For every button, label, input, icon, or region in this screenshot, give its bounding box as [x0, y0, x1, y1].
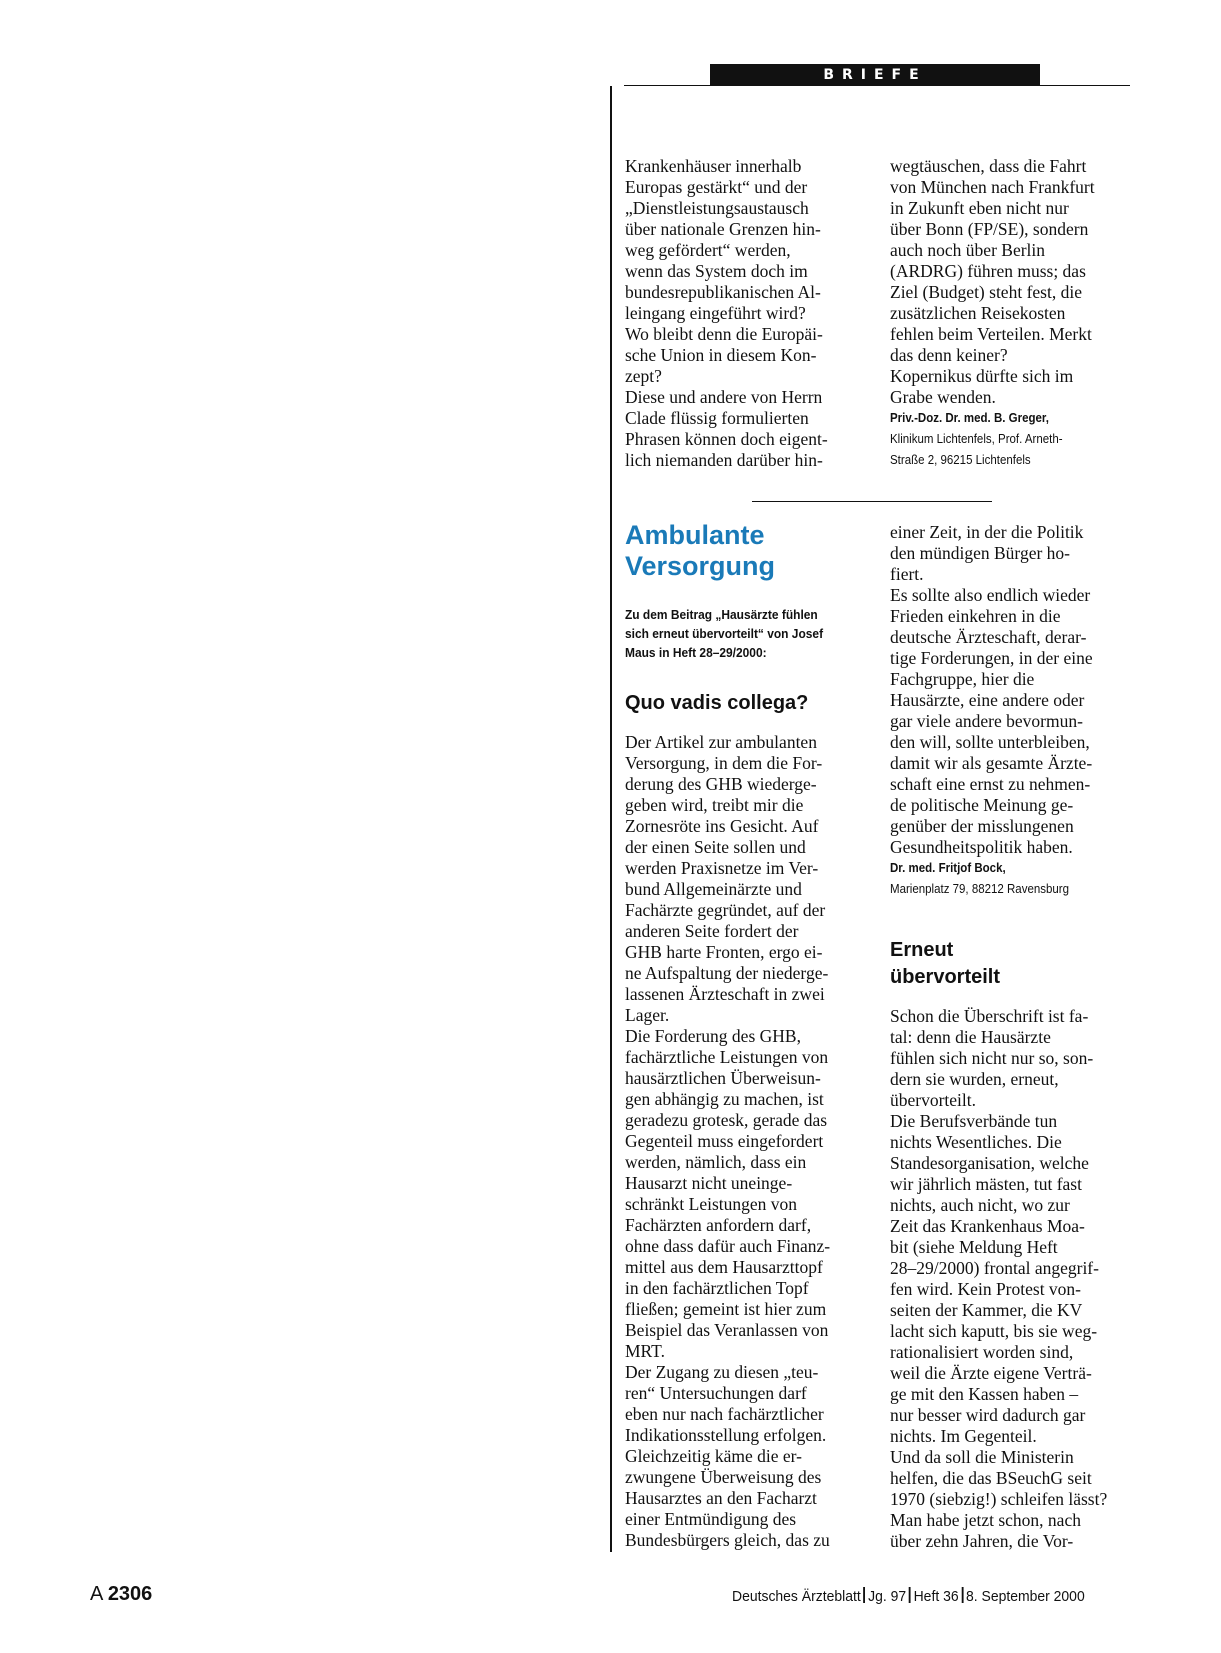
- body-text-line: auch noch über Berlin: [890, 240, 1046, 260]
- body-text-line: geben wird, treibt mir die: [625, 795, 804, 815]
- body-text-line: Krankenhäuser innerhalb: [625, 156, 802, 176]
- body-text-line: fließen; gemeint ist hier zum: [625, 1299, 827, 1319]
- body-text-line: lassenen Ärzteschaft in zwei: [625, 984, 825, 1004]
- body-text-line: damit wir als gesamte Ärzte-: [890, 753, 1093, 773]
- body-text-line: eben nur nach fachärztlicher: [625, 1404, 824, 1424]
- body-text-line: lich niemanden darüber hin-: [625, 450, 823, 470]
- body-text-line: mittel aus dem Hausarzttopf: [625, 1257, 823, 1277]
- body-text-line: weil die Ärzte eigene Verträ-: [890, 1363, 1092, 1383]
- body-text-line: über zehn Jahren, die Vor-: [890, 1531, 1074, 1551]
- body-text-line: von München nach Frankfurt: [890, 177, 1095, 197]
- headline-line-2: Versorgung: [625, 551, 776, 581]
- footer-separator: [864, 1587, 866, 1603]
- body-text-line: wenn das System doch im: [625, 261, 808, 281]
- letter2-column1: [625, 732, 875, 1551]
- journal-volume: Jg. 97: [868, 1588, 907, 1605]
- letter3-subhead-line-1: Erneut: [890, 939, 954, 961]
- letter2-column2: [890, 522, 1140, 900]
- body-text-line: über Bonn (FP/SE), sondern: [890, 219, 1089, 239]
- body-text-line: Zornesröte ins Gesicht. Auf: [625, 816, 819, 836]
- body-text-line: ge mit den Kassen haben –: [890, 1384, 1079, 1404]
- body-text-line: Clade flüssig formulierten: [625, 408, 809, 428]
- body-text-line: nichts. Im Gegenteil.: [890, 1426, 1037, 1446]
- body-text-line: anderen Seite fordert der: [625, 921, 799, 941]
- body-text-line: (ARDRG) führen muss; das: [890, 261, 1086, 281]
- article-headline: [625, 520, 885, 582]
- footer-separator: [961, 1587, 963, 1603]
- body-text-line: deutsche Ärzteschaft, derar-: [890, 627, 1087, 647]
- body-text-line: Kopernikus dürfte sich im: [890, 366, 1074, 386]
- body-text-line: fehlen beim Verteilen. Merkt: [890, 324, 1092, 344]
- letter2-signature-address-1: Marienplatz 79, 88212 Ravensburg: [890, 882, 1070, 896]
- body-text-line: nichts Wesentliches. Die: [890, 1132, 1062, 1152]
- letter3-column2: [890, 1006, 1140, 1552]
- body-text-line: zept?: [625, 366, 662, 386]
- body-text-line: den will, sollte unterbleiben,: [890, 732, 1090, 752]
- body-text-line: genüber der misslungenen: [890, 816, 1074, 836]
- body-text-line: schränkt Leistungen von: [625, 1194, 798, 1214]
- letter2-signature-name: Dr. med. Fritjof Bock,: [890, 861, 1006, 875]
- intro-line-2: sich erneut übervorteilt“ von Josef: [625, 626, 824, 641]
- body-text-line: Man habe jetzt schon, nach: [890, 1510, 1081, 1530]
- body-text-line: in den fachärztlichen Topf: [625, 1278, 809, 1298]
- body-text-line: Gesundheitspolitik haben.: [890, 837, 1073, 857]
- body-text-line: lacht sich kaputt, bis sie weg-: [890, 1321, 1098, 1341]
- body-text-line: bit (siehe Meldung Heft: [890, 1237, 1058, 1257]
- body-text-line: ren“ Untersuchungen darf: [625, 1383, 807, 1403]
- body-text-line: nichts, auch nicht, wo zur: [890, 1195, 1070, 1215]
- body-text-line: bund Allgemeinärzte und: [625, 879, 802, 899]
- body-text-line: Bundesbürgers gleich, das zu: [625, 1530, 830, 1550]
- body-text-line: Fachgruppe, hier die: [890, 669, 1035, 689]
- body-text-line: fühlen sich nicht nur so, son-: [890, 1048, 1094, 1068]
- body-text-line: Schon die Überschrift ist fa-: [890, 1006, 1089, 1026]
- body-text-line: nur besser wird dadurch gar: [890, 1405, 1086, 1425]
- body-text-line: einer Zeit, in der die Politik: [890, 522, 1084, 542]
- body-text-line: fachärztliche Leistungen von: [625, 1047, 829, 1067]
- letter-divider: [752, 501, 992, 502]
- body-text-line: Europas gestärkt“ und der: [625, 177, 808, 197]
- body-text-line: Diese und andere von Herrn: [625, 387, 823, 407]
- body-text-line: Grabe wenden.: [890, 387, 996, 407]
- body-text-line: Fachärzten anfordern darf,: [625, 1215, 812, 1235]
- body-text-line: schaft eine ernst zu nehmen-: [890, 774, 1091, 794]
- body-text-line: zwungene Überweisung des: [625, 1467, 822, 1487]
- body-text-line: werden Praxisnetze im Ver-: [625, 858, 819, 878]
- page-number-value: 2306: [107, 1583, 153, 1605]
- letter1-signature-name: Priv.-Doz. Dr. med. B. Greger,: [890, 411, 1049, 425]
- body-text-line: Phrasen können doch eigent-: [625, 429, 828, 449]
- body-text-line: Es sollte also endlich wieder: [890, 585, 1091, 605]
- body-text-line: MRT.: [625, 1341, 665, 1361]
- body-text-line: über nationale Grenzen hin-: [625, 219, 821, 239]
- footer-separator: [909, 1587, 911, 1603]
- body-text-line: „Dienstleistungsaustausch: [625, 198, 809, 218]
- body-text-line: in Zukunft eben nicht nur: [890, 198, 1069, 218]
- body-text-line: wegtäuschen, dass die Fahrt: [890, 156, 1087, 176]
- body-text-line: Der Artikel zur ambulanten: [625, 732, 817, 752]
- body-text-line: bundesrepublikanischen Al-: [625, 282, 821, 302]
- page-number: [90, 1582, 152, 1606]
- body-text-line: Versorgung, in dem die For-: [625, 753, 823, 773]
- journal-issue: Heft 36: [913, 1588, 959, 1605]
- body-text-line: einer Entmündigung des: [625, 1509, 797, 1529]
- body-text-line: Ziel (Budget) steht fest, die: [890, 282, 1082, 302]
- body-text-line: Die Forderung des GHB,: [625, 1026, 801, 1046]
- body-text-line: Hausärzte, eine andere oder: [890, 690, 1085, 710]
- letter2-subhead: Quo vadis collega?: [625, 692, 809, 714]
- body-text-line: Der Zugang zu diesen „teu-: [625, 1362, 819, 1382]
- body-text-line: leingang eingeführt wird?: [625, 303, 806, 323]
- body-text-line: Hausarzt nicht uneinge-: [625, 1173, 793, 1193]
- journal-date: 8. September 2000: [966, 1588, 1085, 1605]
- body-text-line: fen wird. Kein Protest von-: [890, 1279, 1082, 1299]
- letter1-signature: [890, 408, 1120, 471]
- body-text-line: weg gefördert“ werden,: [625, 240, 791, 260]
- body-text-line: 1970 (siebzig!) schleifen lässt?: [890, 1489, 1108, 1509]
- body-text-line: Indikationsstellung erfolgen.: [625, 1425, 827, 1445]
- body-text-line: Beispiel das Veranlassen von: [625, 1320, 829, 1340]
- body-text-line: helfen, die das BSeuchG seit: [890, 1468, 1092, 1488]
- journal-name: Deutsches Ärzteblatt: [732, 1588, 861, 1605]
- column-rule: [610, 86, 612, 1552]
- body-text-line: Wo bleibt denn die Europäi-: [625, 324, 823, 344]
- body-text-line: das denn keiner?: [890, 345, 1008, 365]
- body-text-line: Standesorganisation, welche: [890, 1153, 1089, 1173]
- body-text-line: seiten der Kammer, die KV: [890, 1300, 1083, 1320]
- body-text-line: derung des GHB wiederge-: [625, 774, 817, 794]
- body-text-line: werden, nämlich, dass ein: [625, 1152, 807, 1172]
- body-text-line: übervorteilt.: [890, 1090, 977, 1110]
- body-text-line: gen abhängig zu machen, ist: [625, 1089, 824, 1109]
- intro-line-3: Maus in Heft 28–29/2000:: [625, 645, 767, 660]
- body-text-line: Frieden einkehren in die: [890, 606, 1061, 626]
- body-text-line: sche Union in diesem Kon-: [625, 345, 817, 365]
- letter3-subhead: [890, 937, 1140, 991]
- body-text-line: fiert.: [890, 564, 924, 584]
- body-text-line: Und da soll die Ministerin: [890, 1447, 1074, 1467]
- body-text-line: dern sie wurden, erneut,: [890, 1069, 1059, 1089]
- body-text-line: Lager.: [625, 1005, 670, 1025]
- letter3-subhead-line-2: übervorteilt: [890, 966, 1001, 988]
- body-text-line: wir jährlich mästen, tut fast: [890, 1174, 1082, 1194]
- letter1-signature-address-1: Klinikum Lichtenfels, Prof. Arneth-: [890, 432, 1063, 446]
- body-text-line: de politische Meinung ge-: [890, 795, 1074, 815]
- body-text-line: Fachärzte gegründet, auf der: [625, 900, 826, 920]
- body-text-line: tige Forderungen, in der eine: [890, 648, 1093, 668]
- letter1-column1: [625, 156, 875, 471]
- body-text-line: Gleichzeitig käme die er-: [625, 1446, 802, 1466]
- body-text-line: gar viele andere bevormun-: [890, 711, 1083, 731]
- letter1-signature-address-2: Straße 2, 96215 Lichtenfels: [890, 453, 1031, 467]
- body-text-line: zusätzlichen Reisekosten: [890, 303, 1066, 323]
- body-text-line: ne Aufspaltung der niederge-: [625, 963, 829, 983]
- body-text-line: 28–29/2000) frontal angegrif-: [890, 1258, 1099, 1278]
- body-text-line: Zeit das Krankenhaus Moa-: [890, 1216, 1085, 1236]
- article-intro: [625, 605, 855, 662]
- section-header-briefe: BRIEFE: [710, 64, 1040, 86]
- letter1-column2: [890, 156, 1140, 471]
- header-rule: [624, 85, 1130, 86]
- body-text-line: Die Berufsverbände tun: [890, 1111, 1058, 1131]
- journal-footer: [732, 1587, 1085, 1606]
- body-text-line: den mündigen Bürger ho-: [890, 543, 1070, 563]
- body-text-line: Gegenteil muss eingefordert: [625, 1131, 824, 1151]
- headline-line-1: Ambulante: [625, 520, 765, 550]
- body-text-line: tal: denn die Hausärzte: [890, 1027, 1051, 1047]
- intro-line-1: Zu dem Beitrag „Hausärzte fühlen: [625, 607, 818, 622]
- letter2-signature: [890, 858, 1120, 900]
- body-text-line: der einen Seite sollen und: [625, 837, 806, 857]
- body-text-line: geradezu grotesk, gerade das: [625, 1110, 828, 1130]
- body-text-line: ohne dass dafür auch Finanz-: [625, 1236, 831, 1256]
- body-text-line: GHB harte Fronten, ergo ei-: [625, 942, 823, 962]
- page-prefix: A: [90, 1583, 103, 1605]
- body-text-line: Hausarztes an den Facharzt: [625, 1488, 817, 1508]
- body-text-line: rationalisiert worden sind,: [890, 1342, 1074, 1362]
- body-text-line: hausärztlichen Überweisun-: [625, 1068, 821, 1088]
